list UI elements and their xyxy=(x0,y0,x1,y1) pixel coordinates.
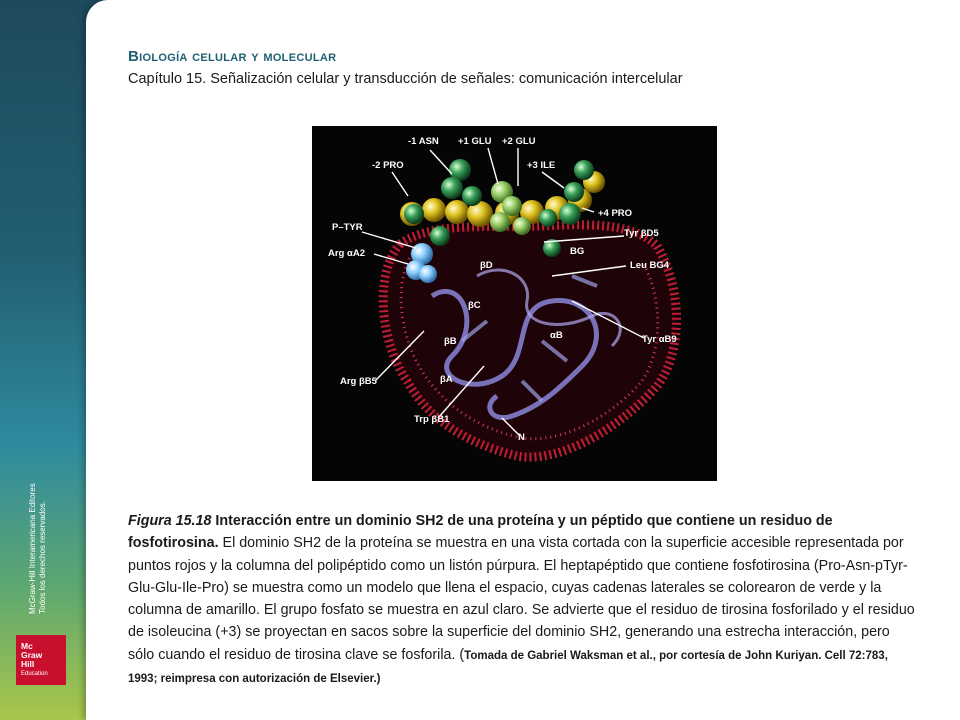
logo-line-1: Mc xyxy=(21,641,33,651)
label-leu-bg4: Leu BG4 xyxy=(630,260,670,271)
label-tyr-ab9: Tyr αB9 xyxy=(642,334,677,345)
label-plus2-glu: +2 GLU xyxy=(502,136,536,147)
publisher-notice xyxy=(28,414,48,614)
label-plus4-pro: +4 PRO xyxy=(598,208,633,219)
label-minus2-pro: -2 PRO xyxy=(372,160,404,171)
protein-figure xyxy=(312,126,717,481)
logo-line-2: Graw xyxy=(21,650,43,660)
protein-illustration xyxy=(312,126,717,481)
label-n-terminus: N xyxy=(518,432,525,443)
mcgraw-hill-logo xyxy=(16,635,66,685)
label-p-tyr: P–TYR xyxy=(332,222,363,233)
label-minus1-asn: -1 ASN xyxy=(408,136,439,147)
logo-line-4: Education xyxy=(21,671,48,677)
label-bg: BG xyxy=(570,246,585,257)
slide-title: Biología celular y molecular xyxy=(128,48,337,65)
figure-caption xyxy=(128,510,918,690)
label-plus1-glu: +1 GLU xyxy=(458,136,492,147)
label-arg-bb5: Arg βB5 xyxy=(340,376,377,387)
caption-title: Interacción entre un dominio SH2 de una proteína y un péptido que contiene un residuo de fosfotirosina. xyxy=(128,513,833,552)
caption-source: Tomada de Gabriel Waksman et al., por cortesía de John Kuriyan. Cell 72:783, 1993; reimpresa con autorización de Elsevier.) xyxy=(128,649,888,686)
label-ab: αB xyxy=(550,330,563,341)
publisher-line-1: McGraw-Hill Interamericana Editores xyxy=(28,483,37,614)
label-arg-aa2: Arg αA2 xyxy=(328,248,365,259)
label-ba: βA xyxy=(440,374,453,385)
label-plus3-ile: +3 ILE xyxy=(527,160,556,171)
caption-body: El dominio SH2 de la proteína se muestra en una vista cortada con la superficie accesible representada por puntos rojos y la columna del polipéptido como un listón púrpura. El heptapéptido que contiene fosfotirosina (Pro-Asn-pTyr-Glu-Glu-Ile-Pro) se muestra como un modelo que llena el espacio, cuyas cadenas laterales se colorearon de verde y la columna de amarillo. El grupo fosfato se muestra en azul claro. Se advierte que el residuo de tirosina fosforilado y el residuo de isoleucina (+3) se proyectan en sacos sobre la superficie del dominio SH2, generando una estrecha interacción, pero sólo cuando el residuo de tirosina clave se fosforila. ( xyxy=(128,535,915,663)
logo-line-3: Hill xyxy=(21,659,35,669)
slide-subtitle: Capítulo 15. Señalización celular y transducción de señales: comunicación intercelular xyxy=(128,71,683,87)
label-bd: βD xyxy=(480,260,493,271)
label-bc: βC xyxy=(468,300,481,311)
caption-number: Figura 15.18 xyxy=(128,513,212,529)
publisher-line-2: Todos los derechos reservados. xyxy=(38,501,47,614)
label-bb: βB xyxy=(444,336,457,347)
label-trp-bb1: Trp βB1 xyxy=(414,414,450,425)
label-tyr-bd5: Tyr βD5 xyxy=(624,228,659,239)
